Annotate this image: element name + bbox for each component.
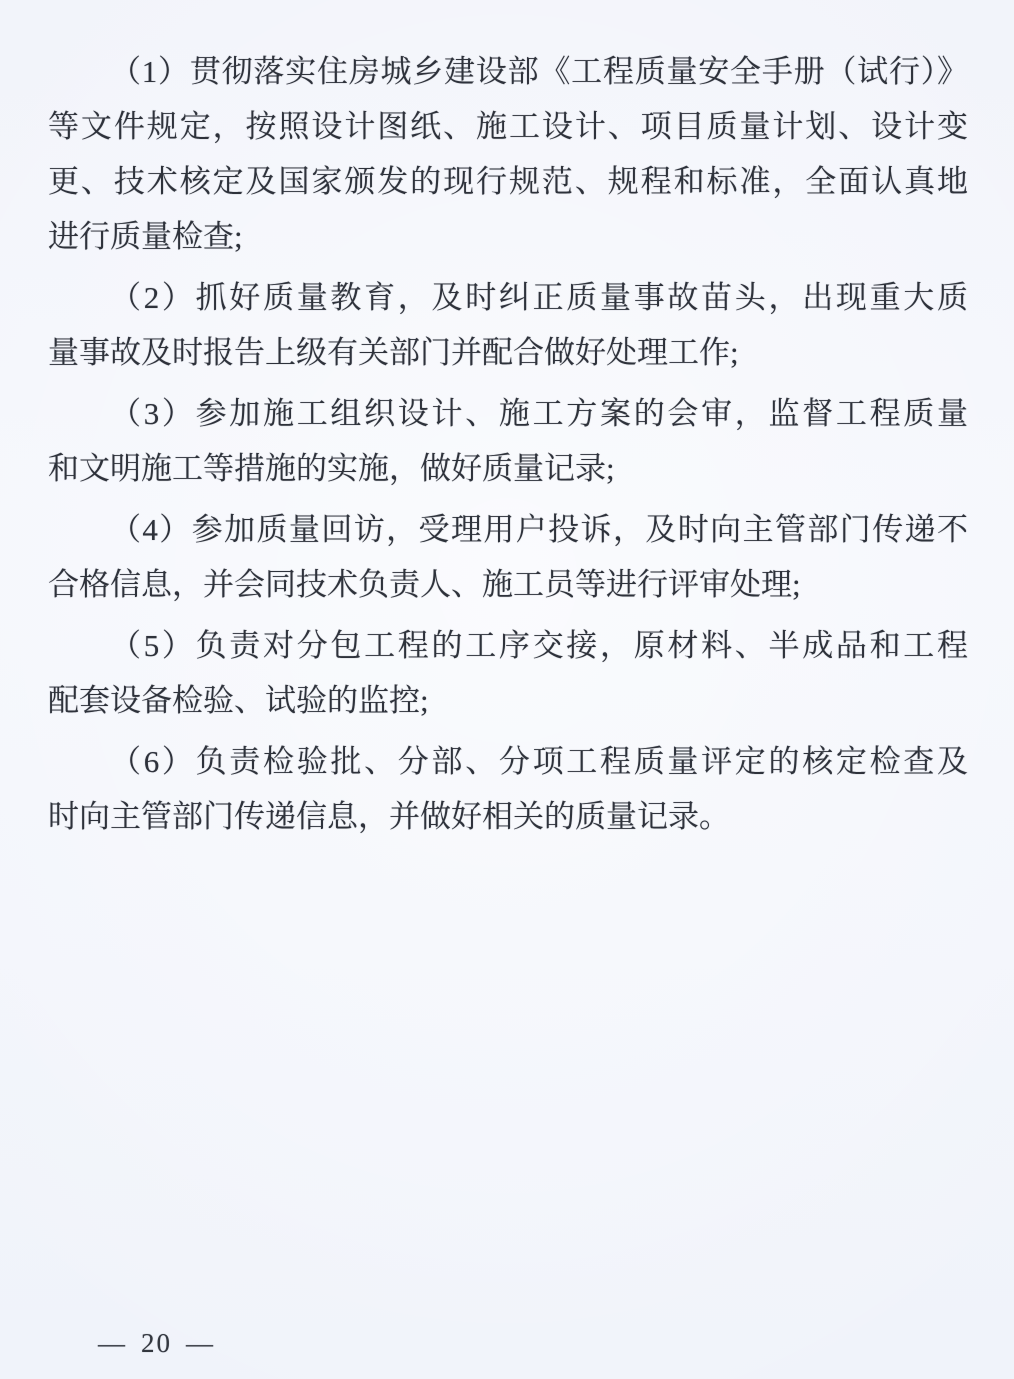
text-line: （5）负责对分包工程的工序交接，原材料、半成品和工程 [110, 628, 968, 663]
paragraph [48, 618, 968, 728]
text-line: （3）参加施工组织设计、施工方案的会审，监督工程质量 [110, 396, 968, 431]
paragraph [48, 270, 968, 380]
paragraph [48, 44, 968, 264]
page-footer [84, 1328, 229, 1359]
text-line: 量事故及时报告上级有关部门并配合做好处理工作; [48, 335, 739, 370]
text-line: 进行质量检查; [48, 219, 243, 254]
paragraph [48, 734, 968, 844]
footer-dash-right: — [186, 1328, 215, 1358]
text-line: （1）贯彻落实住房城乡建设部《工程质量安全手册（试行）》 [110, 54, 968, 89]
text-line: 和文明施工等措施的实施，做好质量记录; [48, 451, 615, 486]
text-line: 配套设备检验、试验的监控; [48, 683, 429, 718]
text-line: 时向主管部门传递信息，并做好相关的质量记录。 [48, 799, 730, 834]
text-line: 等文件规定，按照设计图纸、施工设计、项目质量计划、设计变 [48, 109, 968, 144]
text-block [48, 44, 968, 850]
paragraph [48, 386, 968, 496]
paragraph [48, 502, 968, 612]
page-number: 20 [141, 1328, 172, 1358]
text-line: 合格信息，并会同技术负责人、施工员等进行评审处理; [48, 567, 801, 602]
text-line: （4）参加质量回访，受理用户投诉，及时向主管部门传递不 [110, 512, 968, 547]
text-line: （6）负责检验批、分部、分项工程质量评定的核定检查及 [110, 744, 968, 779]
text-line: （2）抓好质量教育，及时纠正质量事故苗头，出现重大质 [110, 280, 968, 315]
footer-dash-left: — [98, 1328, 127, 1358]
text-line: 更、技术核定及国家颁发的现行规范、规程和标准，全面认真地 [48, 164, 968, 199]
